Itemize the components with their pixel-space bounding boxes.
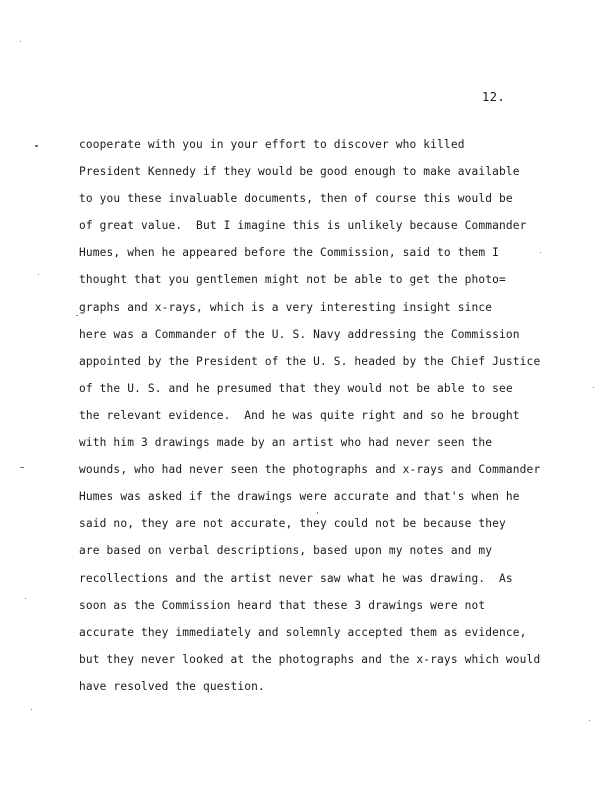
text-line-3: to you these invaluable documents, then of course this would be [79, 192, 513, 206]
text-line-14: Humes was asked if the drawings were accurate and that's when he [79, 490, 520, 504]
scan-speck [540, 252, 541, 253]
scan-speck [593, 387, 594, 388]
scan-speck [31, 709, 32, 710]
text-line-11: the relevant evidence. And he was quite right and so he brought [79, 408, 520, 422]
text-line-4: of great value. But I imagine this is unlikely because Commander [79, 219, 527, 233]
text-line-5: Humes, when he appeared before the Commission, said to them I [79, 246, 500, 260]
scan-speck [25, 598, 26, 599]
scan-speck [20, 467, 24, 468]
scan-speck [589, 720, 590, 721]
scan-speck [317, 512, 318, 514]
text-line-17: recollections and the artist never saw what he was drawing. As [79, 571, 513, 585]
text-line-16: are based on verbal descriptions, based upon my notes and my [79, 544, 493, 558]
body-text [79, 131, 579, 700]
text-line-9: appointed by the President of the U. S. headed by the Chief Justice [79, 354, 541, 368]
scan-speck [20, 41, 21, 42]
text-line-19: accurate they immediately and solemnly accepted them as evidence, [79, 625, 527, 639]
text-line-15: said no, they are not accurate, they could not be because they [79, 517, 506, 531]
text-line-20: but they never looked at the photographs and the x-rays which would [79, 652, 541, 666]
text-line-7: graphs and x-rays, which is a very interesting insight since [79, 300, 493, 314]
text-line-18: soon as the Commission heard that these 3 drawings were not [79, 598, 486, 612]
text-line-8: here was a Commander of the U. S. Navy addressing the Commission [79, 327, 520, 341]
text-line-21: have resolved the question. [79, 679, 265, 693]
text-line-1: cooperate with you in your effort to discover who killed [79, 138, 465, 151]
scan-speck [76, 315, 78, 316]
text-line-2: President Kennedy if they would be good enough to make available [79, 165, 520, 179]
text-line-10: of the U. S. and he presumed that they would not be able to see [79, 381, 513, 395]
page-number: 12. [482, 90, 506, 104]
text-line-12: with him 3 drawings made by an artist who had never seen the [79, 436, 493, 450]
scan-speck [38, 274, 39, 275]
scan-speck [35, 145, 38, 147]
text-line-13: wounds, who had never seen the photographs and x-rays and Commander [79, 463, 541, 477]
text-line-6: thought that you gentlemen might not be able to get the photo= [79, 273, 506, 287]
